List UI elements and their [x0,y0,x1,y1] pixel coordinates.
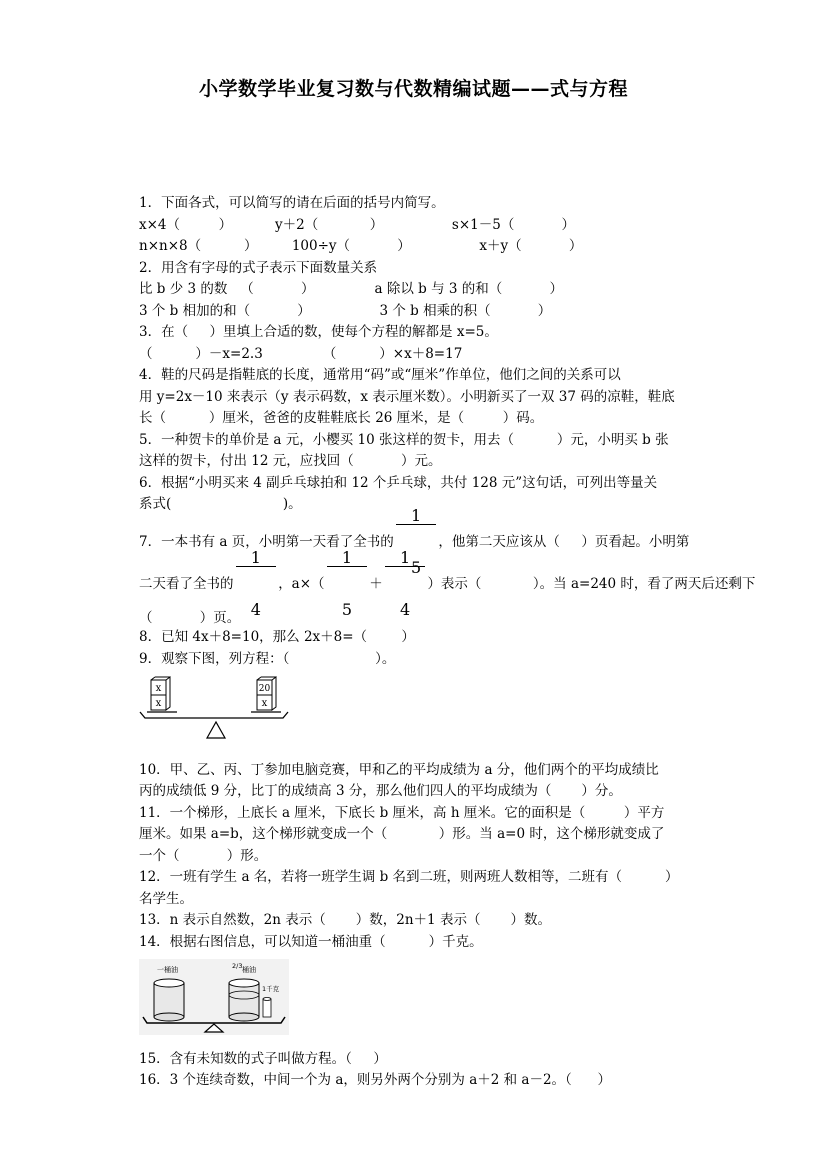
q4-line3: 长（ ）厘米，爸爸的皮鞋鞋底长 26 厘米，是（ ）码。 [139,410,544,426]
q7-text-e: ＋ [369,575,383,592]
question-list [139,193,756,1092]
q7-text-a: 7．一本书有 a 页，小明第一天看了全书的 [139,533,394,550]
label-one-barrel: 一桶油 [157,966,178,974]
q3-row1: （ ）－x=2.3 （ ）×x＋8=17 [139,345,463,362]
q2-stem: 2．用含有字母的式子表示下面数量关系 [139,259,378,276]
left-bottom-label: x [155,698,162,709]
balance-scale-figure [139,676,289,746]
beam [140,712,288,718]
label-barrel-oil: 桶油 [242,966,256,974]
q2-row1: 比 b 少 3 的数 （ ） a 除以 b 与 3 的和（ ） [139,281,563,297]
q3-stem: 3．在（ ）里填上合适的数，使每个方程的解都是 x=5。 [139,324,498,340]
q5-line2: 这样的贺卡，付出 12 元，应找回（ ）元。 [139,453,442,469]
right-top-label: 20 [258,684,271,694]
q14: 14．根据右图信息，可以知道一桶油重（ ）千克。 [139,933,483,950]
q1-stem: 1．下面各式，可以简写的请在后面的括号内简写。 [139,195,445,211]
fraction-one-fifth-b: $\frac{1}{5}$ [327,515,368,652]
q4-line2: 用 y=2x－10 来表示（y 表示码数，x 表示厘米数）。小明新买了一双 37 码的凉鞋，鞋底 [139,388,675,405]
q7-text-f: ）表示（ ）。当 a=240 时，看了两天后还剩下 [427,575,756,592]
fraction-one-fourth: $\frac{1}{4}$ [236,515,277,652]
q11-line1: 11．一个梯形，上底长 a 厘米，下底长 b 厘米，高 h 厘米。它的面积是（ ）平方 [139,804,665,821]
oil-barrel-scale-figure [139,959,289,1035]
q12-line2: 名学生。 [139,890,193,907]
q15: 15．含有未知数的式子叫做方程。（ ） [139,1050,387,1067]
full-barrel-icon [154,979,184,1021]
right-bottom-label: x [261,698,268,709]
q11-line2: 厘米。如果 a=b，这个梯形就变成一个（ ）形。当 a=0 时，这个梯形就变成了 [139,826,665,842]
fraction-one-fifth: $\frac{1}{5}$ [396,473,437,610]
q2-row2: 3 个 b 相加的和（ ） 3 个 b 相乘的积（ ） [139,302,552,319]
left-top-label: x [155,683,162,694]
q9: 9．观察下图，列方程：（ ）。 [139,650,396,667]
q7-text-d: ，a×（ [278,575,325,592]
q6-line1: 6．根据“小明买来 4 副乒乓球拍和 12 个乒乓球，共付 128 元”这句话，可列出等量关 [139,474,658,491]
fulcrum-triangle [207,722,225,738]
q5-line1: 5．一种贺卡的单价是 a 元，小樱买 10 张这样的贺卡，用去（ ）元，小明买 b 张 [139,431,669,448]
q7-block [139,506,756,628]
q8: 8．已知 4x＋8=10，那么 2x＋8=（ ） [139,629,415,645]
q13: 13．n 表示自然数，2n 表示（ ）数，2n＋1 表示（ ）数。 [139,912,551,928]
label-two-thirds: 2/3 [232,962,243,970]
q16: 16．3 个连续奇数，中间一个为 a，则另外两个分别为 a＋2 和 a－2。（ ） [139,1072,612,1088]
q7-text-g: （ ）页。 [139,609,241,626]
q7-text-b: ，他第二天应该从（ ）页看起。小明第 [438,533,690,550]
partial-barrel-icon [229,979,259,1021]
q10-line1: 10．甲、乙、丙、丁参加电脑竞赛，甲和乙的平均成绩为 a 分，他们两个的平均成绩比 [139,761,659,778]
weight-icon [263,998,271,1018]
label-one-kg: 1千克 [262,985,280,993]
page-title: 小学数学毕业复习数与代数精编试题——式与方程 [198,78,628,100]
q10-line2: 丙的成绩低 9 分，比丁的成绩高 3 分，那么他们四人的平均成绩为（ ）分。 [139,783,622,799]
q12-line1: 12．一班有学生 a 名，若将一班学生调 b 名到二班，则两班人数相等，二班有（ ） [139,869,679,885]
q6-line2: 系式( )。 [139,496,302,512]
q11-line3: 一个（ ）形。 [139,847,268,864]
fraction-one-fourth-b: $\frac{1}{4}$ [385,515,426,652]
q1-row2: n×n×8（ ） 100÷y（ ） x＋y（ ） [139,238,583,254]
q7-text-c: 二天看了全书的 [139,575,234,592]
q4-line1: 4．鞋的尺码是指鞋底的长度，通常用“码”或“厘米”作单位，他们之间的关系可以 [139,367,621,383]
q1-row1: x×4（ ） y＋2（ ） s×1－5（ ） [139,216,576,233]
